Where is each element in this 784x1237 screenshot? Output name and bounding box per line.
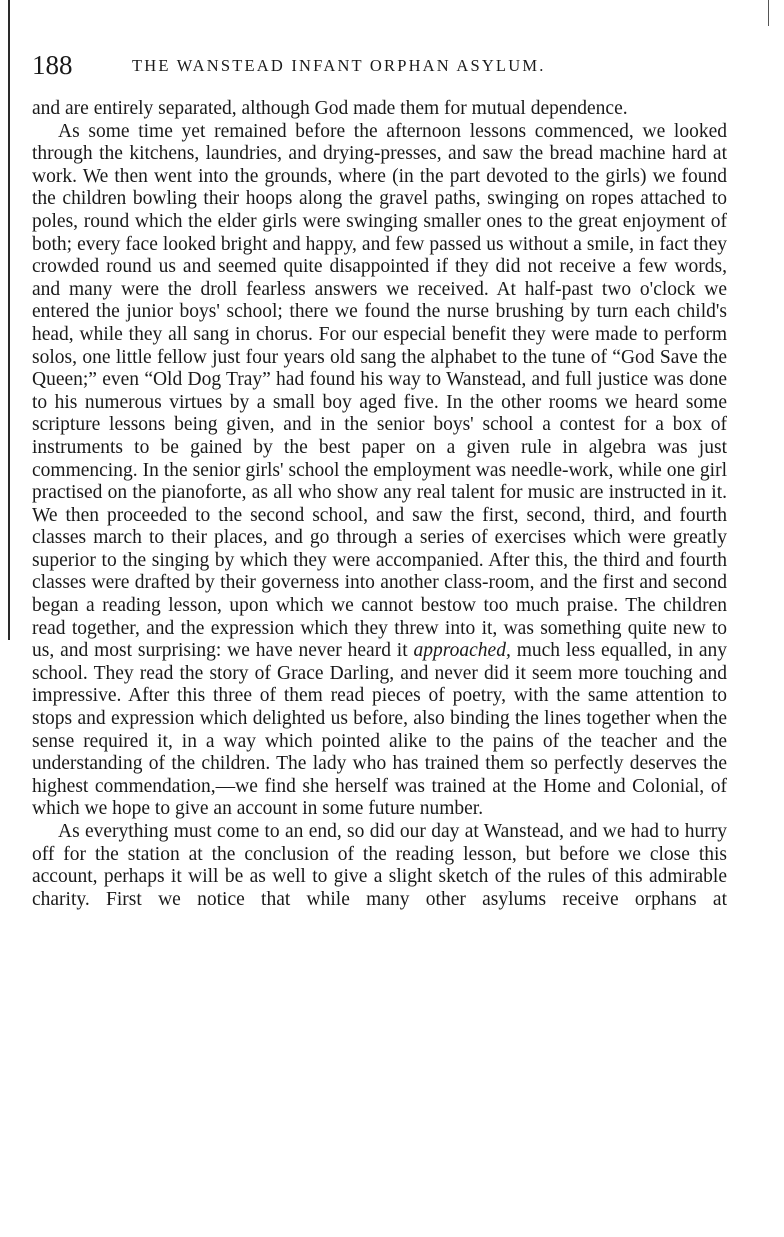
page-header — [32, 50, 732, 80]
paragraph-visit — [32, 121, 727, 821]
article-body — [32, 98, 727, 911]
paragraph-text: much less equalled, in any school. They read the story of Grace Darling, and never did it seem more touching and impressive. After this three of them read pieces of poetry, with the same attention to stops and expression which delighted us before, also binding the lines together when the sense required it, in a way which pointed alike to the pains of the teacher and the understanding of the children. The lady who has trained them so perfectly deserves the highest commendation,—we find she herself was trained at the Home and Colonial, of which we hope to give an account in some future number. — [32, 640, 728, 820]
running-title: THE WANSTEAD INFANT ORPHAN ASYLUM. — [132, 56, 546, 75]
gutter-mark — [768, 0, 769, 26]
paragraph-continuation: and are entirely separated, although God made them for mutual dependence. — [32, 98, 628, 119]
paragraph-text: As some time yet remained before the afternoon lessons commenced, we looked through the kitchens, laundries, and drying-presses, and saw the bread machine hard at work. We then went into the grounds, where (in the part devoted to the girls) we found the children bowling their hoops along the gravel paths, swinging on ropes attached to poles, round which the elder girls were swinging smaller ones to the great enjoyment of both; every face looked bright and happy, and few passed us without a smile, in fact they crowded round us and seemed quite disappointed if they did not receive a few words, and many were the droll fearless answers we received. At half-past two o'clock we entered the junior boys' school; there we found the nurse brushing by turn each child's head, while they all sang in chorus. For our especial benefit they were made to perform solos, one little fellow just four years old sang the alphabet to the tune of “God Save the Queen;” even “Old Dog Tray” had found his way to Wanstead, and full justice was done to his numerous virtues by a small boy aged five. In the other rooms we heard some scripture lessons being given, and in the senior boys' school a contest for a box of instruments to be gained by the best paper on a given rule in algebra was just commencing. In the senior girls' school the employment was needle-work, while one girl practised on the pianoforte, as all who show any real talent for music are instructed in it. We then proceeded to the second school, and saw the first, second, third, and fourth classes march to their places, and go through a series of exercises which were greatly superior to the singing by which they were accompanied. After this, the third and fourth classes were drafted by their governess into another class-room, and the first and second began a reading lesson, upon which we cannot bestow too much praise. The children read together, and the expression which they threw into it, was something quite new to us, and most surprising: we have never heard it — [32, 120, 727, 662]
italic-word: approached, — [413, 640, 511, 662]
page-edge-rule — [8, 0, 10, 640]
page-number: 188 — [32, 50, 73, 80]
paragraph-conclusion: As everything must come to an end, so did our day at Wanstead, and we had to hurry off for the station at the conclusion of the reading lesson, but before we close this account, perhaps it will be as well to give a slight sketch of the rules of this admirable charity. First we notice that while many other asylums receive orphans at — [32, 821, 727, 910]
